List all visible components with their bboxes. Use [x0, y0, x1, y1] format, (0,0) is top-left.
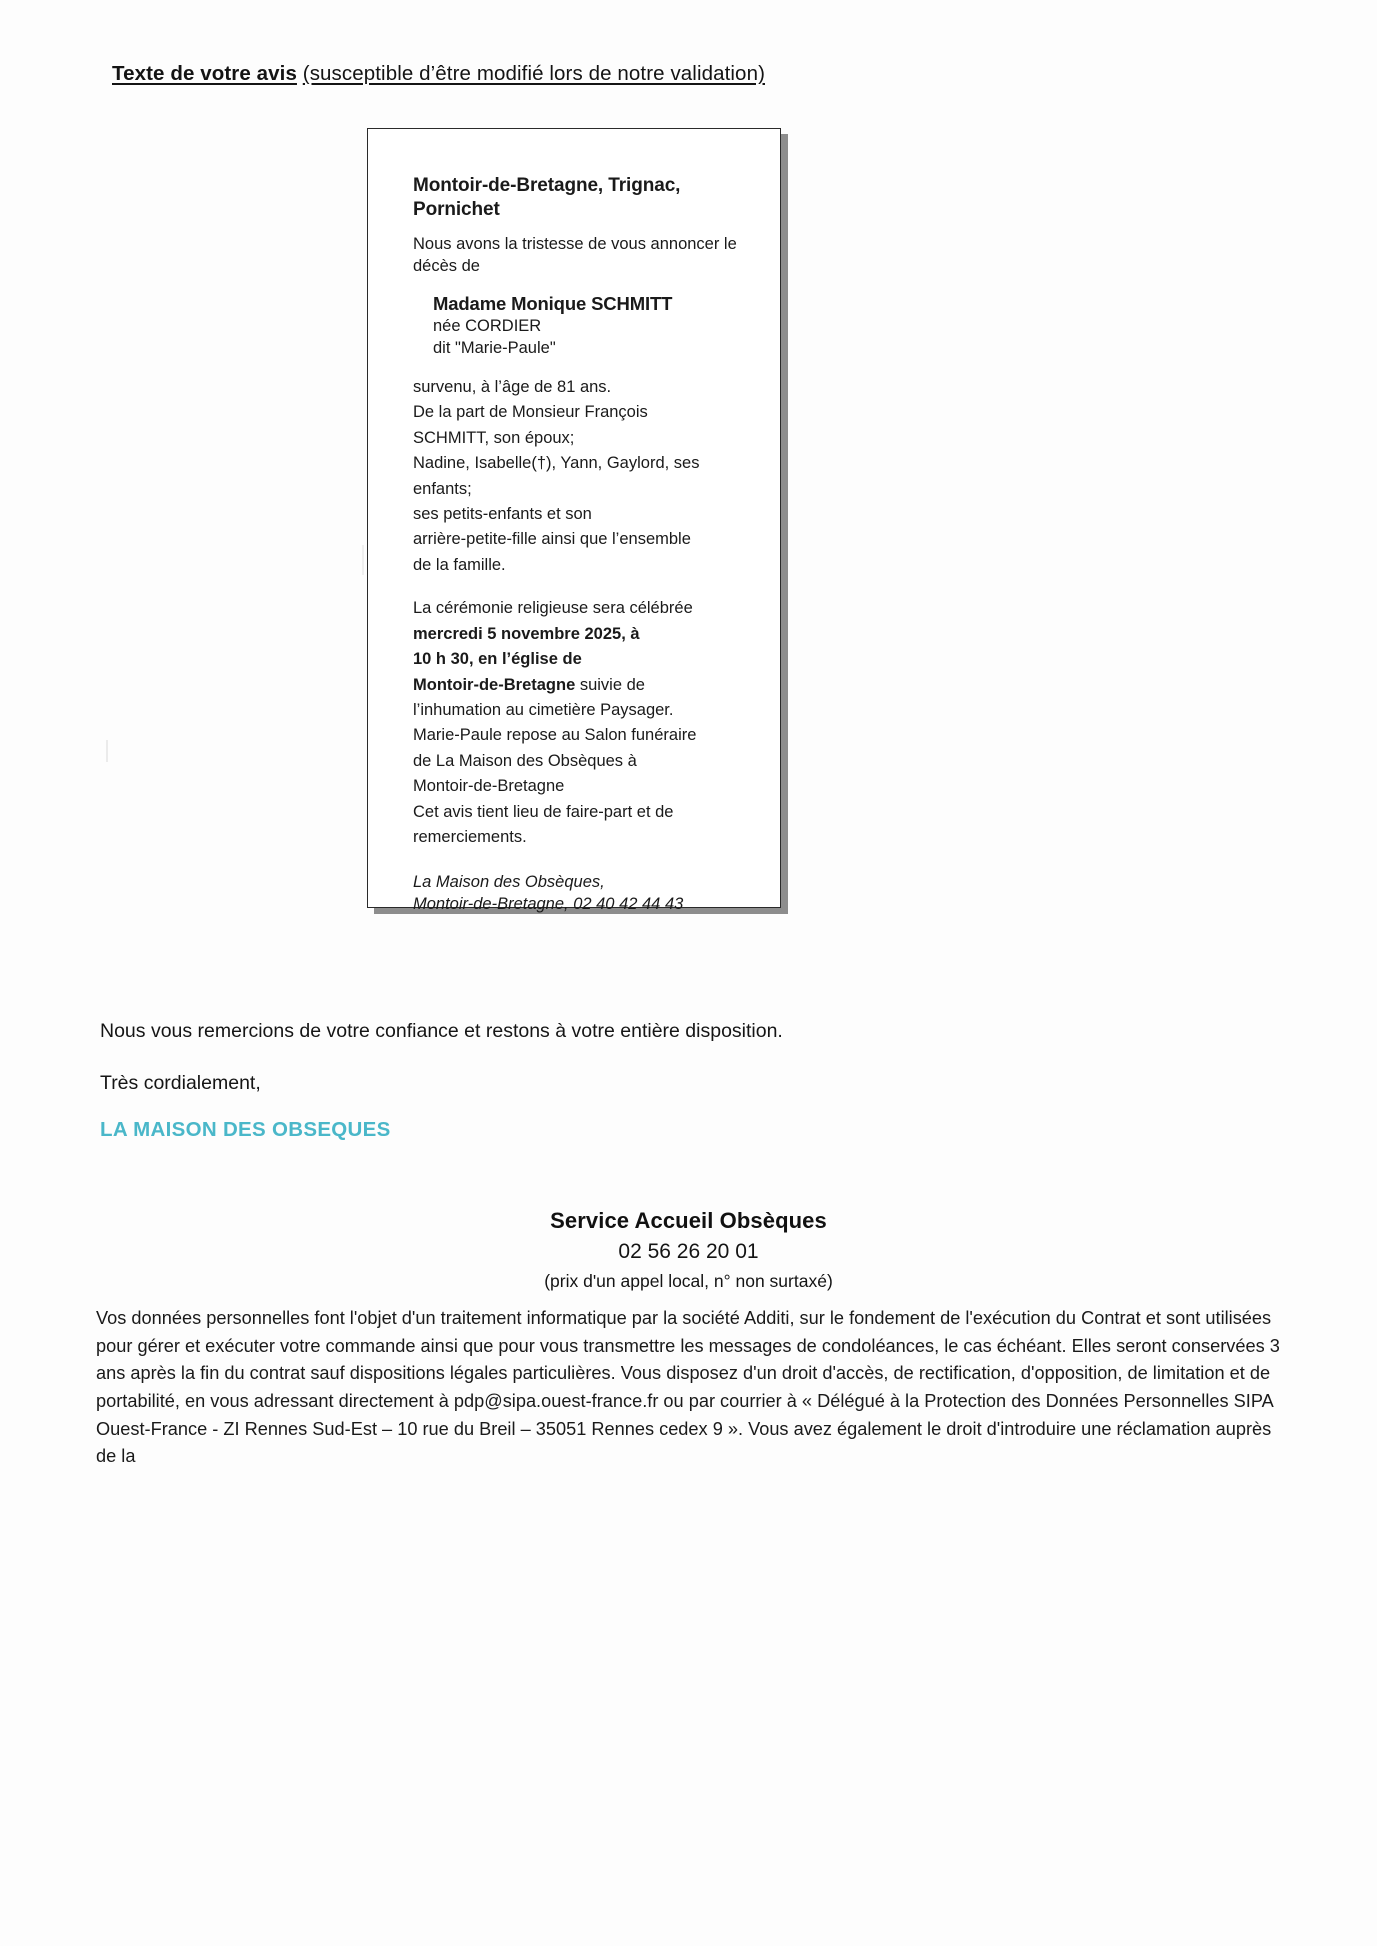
page-title-note: (susceptible d’être modifié lors de notre validation): [302, 62, 765, 85]
company-name: LA MAISON DES OBSEQUES: [100, 1118, 391, 1141]
family-line-1: De la part de Monsieur François: [413, 403, 648, 422]
family-line-5: ses petits-enfants et son: [413, 504, 592, 523]
cordially-text: Très cordialement,: [100, 1072, 261, 1094]
ceremony-place-suffix: suivie de: [575, 675, 645, 694]
burial-line-5: Cet avis tient lieu de faire-part et de: [413, 802, 674, 821]
service-phone-note: (prix d'un appel local, n° non surtaxé): [544, 1271, 833, 1291]
service-phone: 02 56 26 20 01: [618, 1240, 759, 1263]
death-notice-card: [367, 128, 781, 913]
family-line-2: SCHMITT, son époux;: [413, 428, 575, 447]
scan-artifact: [362, 545, 364, 575]
notice-intro: Nous avons la tristesse de vous annoncer le décès de: [413, 234, 737, 276]
service-title: Service Accueil Obsèques: [550, 1208, 827, 1233]
deceased-nickname: dit "Marie-Paule": [433, 339, 556, 358]
notice-spacer: [413, 579, 748, 597]
ceremony-place: [413, 674, 748, 696]
deceased-block: [433, 292, 748, 360]
family-line-4: enfants;: [413, 479, 472, 498]
service-block: [0, 1208, 1377, 1292]
family-line-3: Nadine, Isabelle(†), Yann, Gaylord, ses: [413, 454, 700, 473]
scan-artifact: [106, 740, 108, 762]
ceremony-time-text: 10 h 30, en l’église de: [413, 650, 582, 669]
burial-line-3: de La Maison des Obsèques à: [413, 751, 637, 770]
notice-cities: Montoir-de-Bretagne, Trignac, Pornichet: [413, 175, 681, 221]
deceased-name: Madame Monique SCHMITT: [433, 292, 673, 314]
burial-line-1: l’inhumation au cimetière Paysager.: [413, 701, 674, 720]
ceremony-intro: La cérémonie religieuse sera célébrée: [413, 599, 693, 618]
family-line-6: arrière-petite-fille ainsi que l’ensemble: [413, 530, 691, 549]
page-title-bold: Texte de votre avis: [112, 62, 297, 85]
burial-line-6: remerciements.: [413, 828, 527, 847]
signature-line-2: Montoir-de-Bretagne, 02 40 42 44 43: [413, 894, 684, 913]
ceremony-date-text: mercredi 5 novembre 2025, à: [413, 624, 640, 643]
ceremony-date: [413, 623, 748, 645]
page-title: [112, 62, 765, 86]
family-line-7: de la famille.: [413, 555, 506, 574]
ceremony-place-text: Montoir-de-Bretagne: [413, 675, 576, 694]
deceased-age-line: survenu, à l’âge de 81 ans.: [413, 377, 612, 396]
deceased-maiden-name: née CORDIER: [433, 317, 542, 336]
signature-line-1: La Maison des Obsèques,: [413, 872, 605, 891]
burial-line-4: Montoir-de-Bretagne: [413, 777, 565, 796]
ceremony-time: [413, 648, 748, 670]
notice-signature: [413, 871, 748, 916]
burial-line-2: Marie-Paule repose au Salon funéraire: [413, 726, 697, 745]
legal-paragraph: Vos données personnelles font l'objet d'un traitement informatique par la société Additi, sur le fondement de l'exécution du Contrat et sont utilisées pour gérer et exécuter votre commande ainsi que pour vous transmettre les messages de condoléances, le cas échéant. Elles seront conservées 3 ans après la fin du contrat sauf dispositions légales particulières. Vous disposez d'un droit d'accès, de rectification, d'opposition, de limitation et de portabilité, en vous adressant directement à pdp@sipa.ouest-france.fr ou par courrier à « Délégué à la Protection des Données Personnelles SIPA Ouest-France - ZI Rennes Sud-Est – 10 rue du Breil – 35051 Rennes cedex 9 ». Vous avez également le droit d'introduire une réclamation auprès de la: [96, 1308, 1280, 1467]
thanks-text: Nous vous remercions de votre confiance et restons à votre entière disposition.: [100, 1020, 783, 1042]
